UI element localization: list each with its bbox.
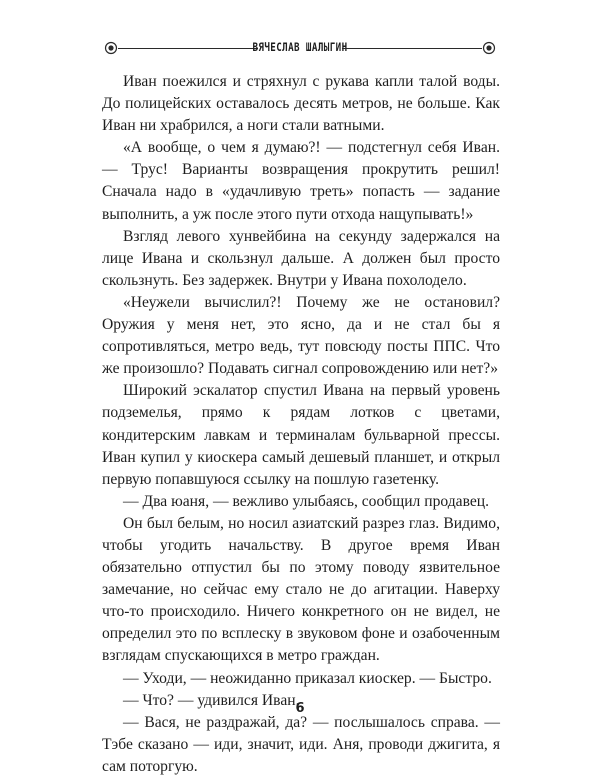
paragraph: Иван поежился и стряхнул с рукава капли талой воды. До полицейских оставалось десять метров, не больше. Как Иван ни храбрился, а ноги стали ватными. — [102, 73, 500, 135]
paragraph: Широкий эскалатор спустил Ивана на первый уровень подземелья, прямо к рядам лотков с цветами, кондитерским лавкам и терминалам бульварной прессы. Иван купил у киоскера самый дешевый планшет, и открыл первую попавшуюся ссылку на пошлую газетенку. — [102, 382, 500, 488]
paragraph: «А вообще, о чем я думаю?! — подстегнул себя Иван. — Трус! Варианты возвращения прокрутить решил! Сначала надо в «удачливую треть» попасть — задание выполнить, а уж после этого пути отхода нащупывать!» — [102, 139, 500, 223]
page-number: 6 — [295, 701, 305, 716]
paragraph: — Уходи, — неожиданно приказал киоскер. — Быстро. — [123, 669, 492, 687]
running-header — [104, 38, 496, 60]
paragraph: Взгляд левого хунвейбина на секунду задержался на лице Ивана и скользнул дальше. А должен был просто скользнуть. Без задержек. Внутри у Ивана похолодело. — [102, 227, 500, 289]
ornament-right-icon — [482, 41, 496, 55]
paragraph: — Что? — удивился Иван. — [123, 691, 300, 709]
header-rule-right — [342, 48, 482, 49]
ornament-left-icon — [104, 41, 118, 55]
paragraph: — Два юаня, — вежливо улыбаясь, сообщил продавец. — [123, 492, 490, 510]
paragraph: «Неужели вычислил?! Почему же не остановил? Оружия у меня нет, это ясно, да и не стал бы я сопротивляться, метро ведь, тут повсюду посты ППС. Что же произошло? Подавать сигнал сопровождению или нет?» — [102, 293, 500, 378]
paragraph: — Вася, не раздражай, да? — послышалось справа. — Тэбе сказано — иди, значит, иди. Аня, проводи джигита, я сам поторгую. — [102, 713, 500, 775]
paragraph: Он был белым, но носил азиатский разрез глаз. Видимо, чтобы угодить начальству. В другое время Иван обязательно отпустил бы по этому поводу язвительное замечание, но сейчас ему стало не до агитации. Наверху что-то происходило. Ничего конкретного он не видел, не определил это по всплеску в звуковом фоне и озабоченным взглядам спускающихся в метро граждан. — [102, 514, 500, 665]
author-name: ВЯЧЕСЛАВ ШАЛЫГИН — [252, 40, 348, 54]
page-body — [102, 71, 500, 778]
